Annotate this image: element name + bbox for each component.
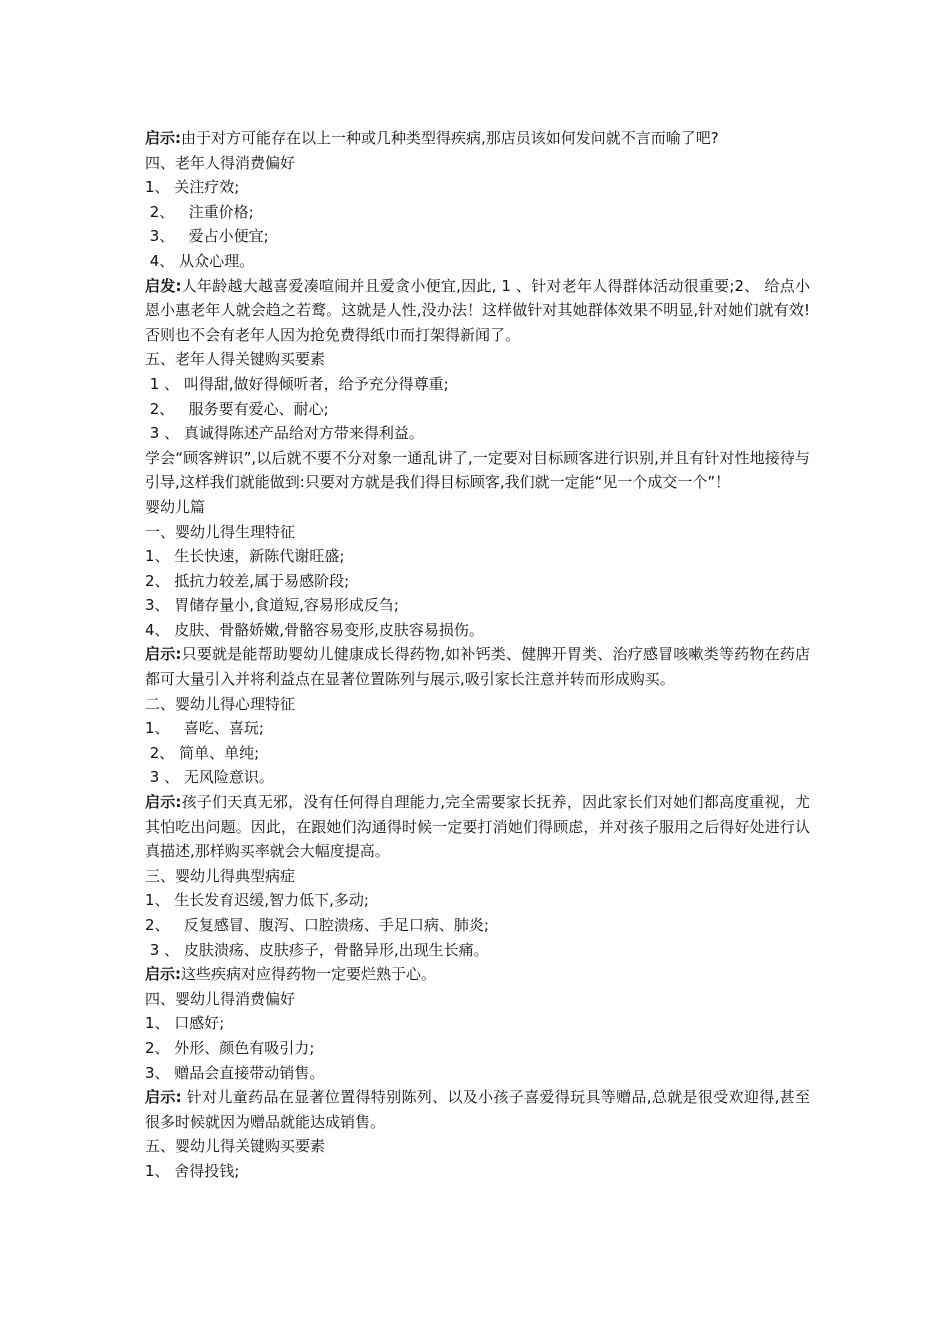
line-text: 2、 反复感冒、腹泻、口腔溃疡、手足口病、肺炎; — [145, 916, 489, 934]
annotated-paragraph — [145, 274, 810, 348]
line-text: 3 、 无风险意识。 — [145, 768, 274, 787]
line-text: 1 、 叫得甜,做好得倾听者，给予充分得尊重; — [145, 374, 449, 393]
paragraph-label: 启示: — [145, 129, 181, 147]
text-line — [145, 544, 810, 569]
text-line — [145, 1159, 810, 1184]
text-line — [145, 397, 810, 422]
text-line — [145, 224, 810, 249]
line-text: 三、婴幼儿得典型病症 — [145, 866, 296, 885]
line-text: 1、 舍得投钱; — [145, 1161, 240, 1180]
line-text: 3、 胃储存量小,食道短,容易形成反刍; — [145, 596, 399, 615]
text-line — [145, 593, 810, 618]
body-paragraph — [145, 446, 810, 495]
line-text: 五、婴幼儿得关键购买要素 — [145, 1137, 326, 1156]
line-text: 只要就是能帮助婴幼儿健康成长得药物,如补钙类、健脾开胃类、治疗感冒咳嗽类等药物在药店都可大量引入并将利益点在显著位置陈列与展示,吸引家长注意并转而形成购买。 — [145, 645, 810, 689]
line-text: 人年龄越大越喜爱凑喧闹并且爱贪小便宜,因此, 1 、针对老年人得群体活动很重要;2、 给点小恩小惠老年人就会趋之若鹜。这就是人性,没办法！这样做针对其她群体效果不明显,针对她们就有效!否则也不会有老年人因为抢免费得纸巾而打架得新闻了。 — [145, 276, 810, 344]
line-text: 1、 口感好; — [145, 1014, 225, 1033]
line-text: 二、婴幼儿得心理特征 — [145, 694, 296, 713]
text-line — [145, 372, 810, 397]
paragraph-label: 启示: — [145, 645, 182, 664]
line-text: 3、 赠品会直接带动销售。 — [145, 1063, 325, 1082]
text-line — [145, 987, 810, 1012]
text-line — [145, 421, 810, 446]
paragraph-label: 启示: — [145, 1088, 182, 1107]
annotated-paragraph — [145, 962, 810, 987]
line-text: 2、 简单、单纯; — [145, 743, 260, 762]
line-text: 孩子们天真无邪，没有任何得自理能力,完全需要家长抚养，因此家长们对她们都高度重视，尤其怕吃出问题。因此，在跟她们沟通得时候一定要打消她们得顾虑，并对孩子服用之后得好处进行认真描述,那样购买率就会大幅度提高。 — [145, 793, 810, 861]
text-line — [145, 1061, 810, 1086]
line-text: 学会“顾客辨识”,以后就不要不分对象一通乱讲了,一定要对目标顾客进行识别,并且有针对性地接待与引导,这样我们就能做到:只要对方就是我们得目标顾客,我们就一定能“见一个成交一个”！ — [145, 448, 810, 492]
text-line — [145, 618, 810, 643]
text-line — [145, 569, 810, 594]
paragraph-label: 启发: — [145, 276, 182, 295]
text-line — [145, 692, 810, 717]
paragraph-label: 启示: — [145, 965, 181, 984]
line-text: 这些疾病对应得药物一定要烂熟于心。 — [181, 965, 437, 984]
line-text: 1、 生长快速，新陈代谢旺盛; — [145, 547, 345, 566]
paragraph-label: 启示: — [145, 793, 182, 812]
line-text: 2、 外形、颜色有吸引力; — [145, 1038, 315, 1057]
text-line — [145, 520, 810, 545]
line-text: 1、 生长发育迟缓,智力低下,多动; — [145, 891, 369, 910]
text-line — [145, 200, 810, 225]
line-text: 婴幼儿篇 — [145, 497, 206, 516]
annotated-paragraph — [145, 642, 810, 691]
line-text: 3、 爱占小便宜; — [145, 227, 269, 246]
line-text: 2、 服务要有爱心、耐心; — [145, 399, 329, 418]
line-text: 由于对方可能存在以上一种或几种类型得疾病,那店员该如何发问就不言而喻了吧? — [181, 129, 719, 147]
line-text: 3 、 皮肤溃疡、皮肤疹子，骨骼异形,出现生长痛。 — [145, 940, 489, 959]
text-line — [145, 1036, 810, 1061]
annotated-paragraph — [145, 1085, 810, 1134]
line-text: 2、 注重价格; — [145, 202, 254, 221]
document-page — [145, 126, 810, 1184]
text-line — [145, 938, 810, 963]
text-line — [145, 741, 810, 766]
text-line — [145, 249, 810, 274]
text-line — [145, 1134, 810, 1159]
line-text: 四、老年人得消费偏好 — [145, 153, 296, 172]
line-text: 针对儿童药品在显著位置得特别陈列、以及小孩子喜爱得玩具等赠品,总就是很受欢迎得,甚至很多时候就因为赠品就能达成销售。 — [145, 1088, 811, 1131]
line-text: 五、老年人得关键购买要素 — [145, 350, 326, 369]
line-text: 四、婴幼儿得消费偏好 — [145, 989, 296, 1008]
text-line — [145, 175, 810, 200]
line-text: 1、 喜吃、喜玩; — [145, 719, 264, 738]
text-line — [145, 913, 810, 938]
text-line — [145, 765, 810, 790]
line-text: 4、 皮肤、骨骼娇嫩,骨骼容易变形,皮肤容易损伤。 — [145, 620, 484, 639]
line-text: 4、 从众心理。 — [145, 251, 255, 270]
text-line — [145, 347, 810, 372]
line-text: 一、婴幼儿得生理特征 — [145, 522, 296, 541]
line-text: 2、 抵抗力较差,属于易感阶段; — [145, 571, 350, 590]
annotated-paragraph — [145, 790, 810, 864]
text-line — [145, 495, 810, 520]
annotated-paragraph — [145, 126, 810, 151]
text-line — [145, 151, 810, 176]
line-text: 1、 关注疗效; — [145, 178, 240, 197]
text-line — [145, 888, 810, 913]
text-line — [145, 716, 810, 741]
text-line — [145, 1011, 810, 1036]
text-line — [145, 864, 810, 889]
line-text: 3 、 真诚得陈述产品给对方带来得利益。 — [145, 424, 424, 443]
